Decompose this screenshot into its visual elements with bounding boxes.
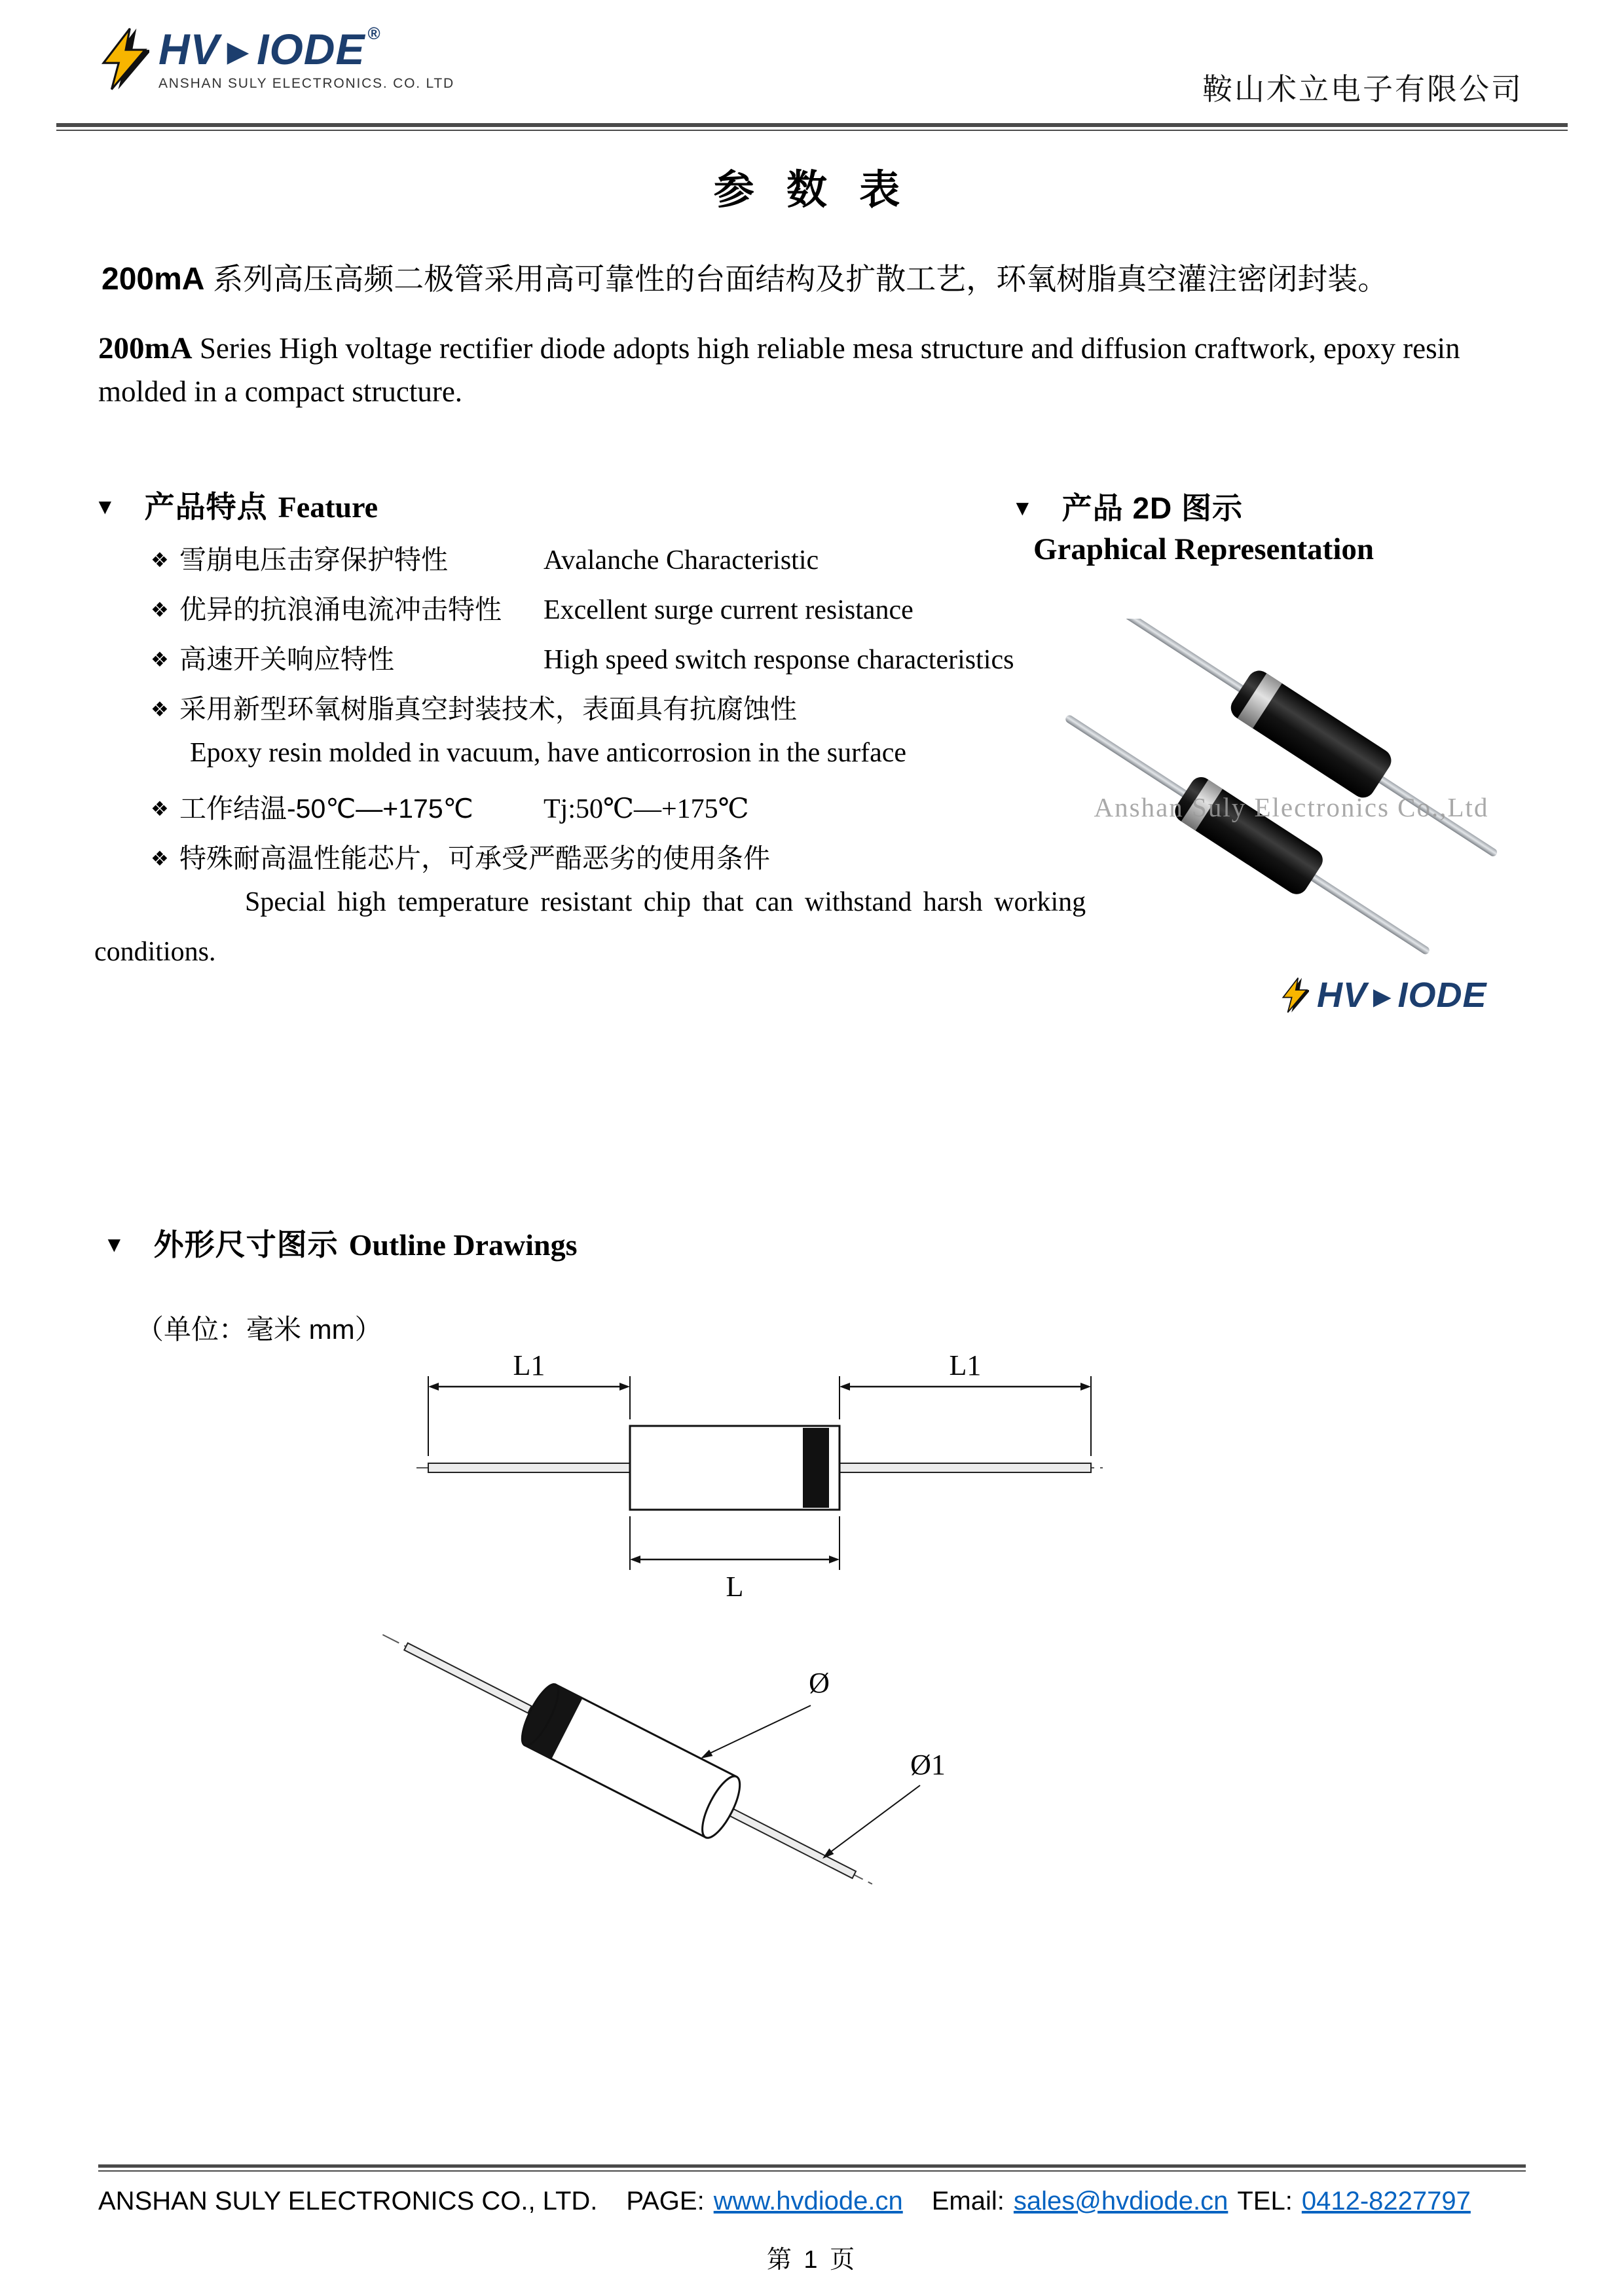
diamond-bullet-icon: ❖ <box>151 648 169 671</box>
header <box>98 24 1526 119</box>
header-divider <box>56 123 1568 131</box>
intro-en-series: 200mA <box>98 331 193 365</box>
dim-label-diameter: Ø <box>809 1667 830 1699</box>
page-title: 参 数 表 <box>713 168 911 213</box>
graphic-2d-heading-en: Graphical Representation <box>1033 532 1375 566</box>
feature-text-cn: 特殊耐高温性能芯片，可承受严酷恶劣的使用条件 <box>179 843 770 873</box>
watermark-text: Anshan Suly Electronics Co.,Ltd <box>1094 792 1489 822</box>
lightning-bolt-icon <box>1280 977 1309 1013</box>
feature-item <box>94 588 1011 638</box>
feature-item <box>94 837 1011 886</box>
feature-list <box>94 538 1086 936</box>
graphic-2d-heading <box>1012 484 1243 528</box>
hvdiode-logo-small <box>1280 977 1487 1013</box>
diode-perspective <box>367 1607 889 1915</box>
right-lead <box>840 1463 1091 1472</box>
footer-website-link[interactable]: www.hvdiode.cn <box>713 2187 903 2215</box>
diode-symbol-glyph: ► <box>219 31 257 72</box>
feature-text-en: Special high temperature resistant chip that can withstand harsh working <box>245 887 1086 917</box>
feature-text-en: Avalanche Characteristic <box>544 545 819 575</box>
footer-divider <box>98 2164 1526 2172</box>
feature-heading-cn: 产品特点 <box>144 490 268 524</box>
feature-item <box>94 687 1011 737</box>
footer-email-link[interactable]: sales@hvdiode.cn <box>1013 2187 1228 2215</box>
intro-paragraph-en <box>98 326 1532 413</box>
unit-note: （单位：毫米 mm） <box>136 1314 382 1345</box>
diamond-bullet-icon: ❖ <box>151 698 169 721</box>
footer-tel-link[interactable]: 0412-8227797 <box>1301 2187 1471 2215</box>
feature-text-en: Excellent surge current resistance <box>544 595 913 625</box>
feature-text-cn: 雪崩电压击穿保护特性 <box>179 545 448 575</box>
feature-text-en: High speed switch response characteristics <box>544 645 1014 675</box>
diamond-bullet-icon: ❖ <box>151 549 169 572</box>
diode-photo-lower <box>1053 696 1443 973</box>
feature-text-cn: 优异的抗浪涌电流冲击特性 <box>179 594 502 625</box>
intro-cn-text: 系列高压高频二极管采用高可靠性的台面结构及扩散工艺，环氧树脂真空灌注密闭封装。 <box>204 262 1388 296</box>
feature-heading-en: Feature <box>278 490 378 524</box>
outline-heading <box>103 1221 578 1264</box>
feature-section <box>94 483 1086 986</box>
outline-perspective-view <box>367 1607 969 1935</box>
lightning-bolt-icon <box>98 27 149 90</box>
left-lead <box>428 1463 630 1472</box>
diamond-bullet-icon: ❖ <box>151 847 169 870</box>
dim-label-lead-diameter: Ø1 <box>910 1749 946 1781</box>
feature-item <box>94 638 1014 687</box>
feature-item-en-line <box>94 886 1086 936</box>
feature-heading <box>94 483 1011 526</box>
intro-paragraph-cn <box>101 257 1532 302</box>
graphic-2d-heading-cn: 产品 2D 图示 <box>1061 491 1244 525</box>
outline-side-view <box>413 1349 1107 1604</box>
section-marker-icon: ▼ <box>94 494 116 519</box>
feature-text-cn: 工作结温-50℃—+175℃ <box>179 793 473 824</box>
dim-label-l1-left: L1 <box>513 1349 545 1381</box>
footer-tel-label: TEL: <box>1237 2187 1293 2215</box>
feature-text-en-tail: conditions. <box>94 937 216 967</box>
feature-text-en: Tj:50℃—+175℃ <box>544 794 749 824</box>
footer-page-label: PAGE: <box>626 2187 705 2215</box>
feature-text-en: Epoxy resin molded in vacuum, have anticorrosion in the surface <box>190 738 907 768</box>
registered-mark: ® <box>367 24 380 43</box>
intro-cn-series: 200mA <box>101 262 205 297</box>
right-lead <box>729 1808 856 1878</box>
company-name-cn: 鞍山术立电子有限公司 <box>1202 72 1523 106</box>
feature-item <box>94 787 1011 837</box>
logo-wordmark: HV►IODE <box>158 25 365 73</box>
page-number: 第 1 页 <box>766 2246 858 2274</box>
feature-text-cn: 采用新型环氧树脂真空封装技术，表面具有抗腐蚀性 <box>179 694 797 724</box>
diode-photo-graphic <box>1048 619 1532 985</box>
diode-symbol-glyph: ► <box>1367 979 1398 1013</box>
logo-wordmark: HV►IODE <box>1317 975 1487 1015</box>
feature-text-cn: 高速开关响应特性 <box>179 644 394 674</box>
section-marker-icon: ▼ <box>1012 496 1033 520</box>
dim-label-l1-right: L1 <box>949 1349 982 1381</box>
hvdiode-logo <box>98 24 455 92</box>
feature-item-en-line <box>94 737 1011 787</box>
logo-subtext: ANSHAN SULY ELECTRONICS. CO. LTD <box>158 76 455 91</box>
footer <box>98 2187 1545 2216</box>
section-marker-icon: ▼ <box>103 1232 125 1256</box>
diode-photo-upper <box>1109 619 1511 877</box>
outline-heading-en: Outline Drawings <box>348 1228 578 1262</box>
cathode-band <box>803 1428 829 1508</box>
diamond-bullet-icon: ❖ <box>151 598 169 621</box>
outline-heading-cn: 外形尺寸图示 <box>153 1228 339 1262</box>
logo-text-block <box>158 24 455 92</box>
footer-email-label: Email: <box>931 2187 1005 2215</box>
diamond-bullet-icon: ❖ <box>151 797 169 820</box>
product-photo <box>1048 619 1532 985</box>
intro-en-text: Series High voltage rectifier diode adopts high reliable mesa structure and diffusion craftwork, epoxy resin molded in a compact structure. <box>98 332 1460 409</box>
left-lead <box>404 1643 531 1713</box>
dim-label-l: L <box>726 1571 744 1603</box>
feature-item <box>94 538 1011 588</box>
footer-company: ANSHAN SULY ELECTRONICS CO., LTD. <box>98 2187 598 2215</box>
